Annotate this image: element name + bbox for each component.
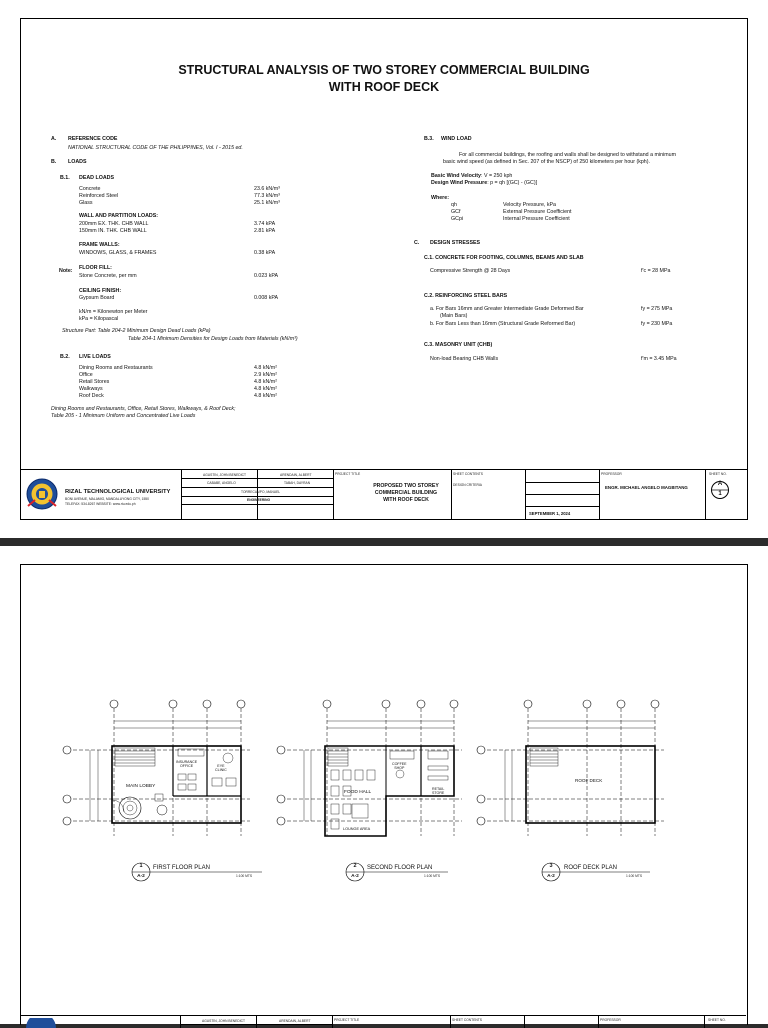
floor-fill-label: Stone Concrete, per mm: [79, 273, 137, 279]
ceiling-finish-heading: CEILING FINISH:: [79, 288, 122, 294]
member-name: CABABE, ANGELO: [207, 481, 236, 485]
live-load-label: Walkways: [79, 386, 103, 392]
section-b1-number: B.1.: [60, 175, 70, 181]
tb-divider: [705, 470, 706, 519]
room-label-retail-store: [432, 787, 444, 795]
compressive-strength-value: f'c = 28 MPa: [641, 268, 671, 274]
section-b-number: B.: [51, 159, 57, 165]
university-name: RIZAL TECHNOLOGICAL UNIVERSITY: [65, 489, 171, 495]
plan-scale: 1:100 MTS: [236, 874, 253, 878]
live-load-reference: Dining Rooms and Restaurants, Office, Retail Stores, Walkways, & Roof Deck;: [51, 406, 236, 412]
document-title: [20, 62, 748, 96]
room-label-lounge-area: LOUNGE AREA: [343, 827, 371, 831]
section-b-title: LOADS: [68, 159, 87, 165]
floor-plans-drawing: [0, 546, 768, 1024]
room-label-food-hall: FOOD HALL: [344, 790, 372, 795]
professor-label: PROFESSOR: [601, 472, 622, 476]
roof-deck-plan: [477, 700, 664, 836]
plan-sheet-ref: A-2: [137, 874, 145, 879]
room-label-line: COFFEE: [392, 762, 407, 766]
reference-code-text: NATIONAL STRUCTURAL CODE OF THE PHILIPPINES, Vol. I - 2015 ed.: [68, 145, 243, 151]
section-c2-title: C.2. REINFORCING STEEL BARS: [424, 293, 508, 299]
masonry-value: f'm = 3.45 MPa: [641, 356, 677, 362]
sheet-number-index: 1: [718, 491, 722, 497]
tb-rule: [181, 487, 333, 488]
design-wind-pressure-formula: : p = qh [(GC) - (GC)]: [487, 180, 538, 186]
steel-bar-a-note: (Main Bars): [440, 313, 468, 319]
dead-load-value: 25.1 kN/m³: [254, 200, 280, 206]
section-b3-number: B.3.: [424, 136, 434, 142]
tb-rule: [525, 494, 599, 495]
second-floor-plan: [277, 700, 462, 836]
document-title-line1: STRUCTURAL ANALYSIS OF TWO STOREY COMMERCIAL BUILDING: [178, 63, 590, 77]
unit-definition: kPa = Kilopascal: [79, 316, 119, 322]
wall-loads-heading: WALL AND PARTITION LOADS:: [79, 213, 159, 219]
live-load-value: 4.8 kN/m²: [254, 379, 277, 385]
ceiling-finish-label: Gypsum Board: [79, 295, 115, 301]
plan-title-roof-deck: ROOF DECK PLAN: [564, 865, 618, 871]
tb-divider: [450, 1016, 451, 1028]
document-title-line2: WITH ROOF DECK: [328, 80, 440, 94]
dead-load-reference: Structure Part: Table 204-2 Minimum Design Dead Loads (kPa): [62, 328, 211, 334]
masonry-label: Non-load Bearing CHB Walls: [430, 356, 499, 362]
section-b2-number: B.2.: [60, 354, 70, 360]
wall-load-label: 150mm IN. THK. CHB WALL: [79, 228, 147, 234]
tb-divider: [333, 470, 334, 519]
symbol-description: Velocity Pressure, kPa: [503, 202, 556, 208]
compressive-strength-label: Compressive Strength @ 28 Days: [430, 268, 511, 274]
sheet-date: SEPTEMBER 1, 2024: [529, 511, 571, 516]
tb-divider: [599, 470, 600, 519]
steel-bar-a-label: a. For Bars 16mm and Greater Intermediate Grade Deformed Bar: [430, 306, 584, 312]
project-title-line: PROPOSED TWO STOREY: [373, 483, 439, 489]
live-load-label: Retail Stores: [79, 379, 110, 385]
section-c-title: DESIGN STRESSES: [430, 240, 481, 246]
university-seal-icon: [24, 1018, 58, 1028]
project-title-label: PROJECT TITLE: [335, 472, 361, 476]
member-name: AGUSTIN, JOHN BENEDICT: [203, 473, 247, 477]
symbol-description: External Pressure Coefficient: [503, 209, 572, 215]
sheet-number-letter: A: [717, 481, 723, 487]
live-load-reference: Table 205 - 1 Minimum Uniform and Concentrated Live Loads: [51, 413, 196, 419]
wind-load-text: For all commercial buildings, the roofing and walls shall be designed to withstand a minimum: [459, 152, 676, 158]
tb-divider: [704, 1016, 705, 1028]
sheet-contents-label: SHEET CONTENTS: [453, 472, 483, 476]
tb-rule: [181, 478, 333, 479]
live-load-label: Roof Deck: [79, 393, 104, 399]
steel-bar-b-value: fy = 230 MPa: [641, 321, 673, 327]
tb-divider: [451, 470, 452, 519]
university-address: BONI AVENUE, MALAMIG, MANDALUYONG CITY, 1550: [65, 497, 149, 501]
section-b2-title: LIVE LOADS: [79, 354, 111, 360]
plan-sheet-ref: A-2: [547, 874, 555, 879]
section-b3-title: WIND LOAD: [441, 136, 472, 142]
ceiling-finish-value: 0.008 kPA: [254, 295, 279, 301]
tb-divider: [332, 1016, 333, 1028]
title-block: [20, 469, 748, 520]
member-name: TABAH, DAYRAN: [284, 481, 311, 485]
symbol: GCf: [451, 209, 461, 215]
section-c-number: C.: [414, 240, 420, 246]
floor-fill-heading: FLOOR FILL:: [79, 265, 112, 271]
live-load-value: 4.8 kN/m²: [254, 365, 277, 371]
drawing-sheet-floor-plans: [0, 546, 768, 1024]
wall-load-value: 3.74 kPA: [254, 221, 276, 227]
floor-fill-value: 0.023 kPA: [254, 273, 279, 279]
plan-scale: 1:100 MTS: [424, 874, 441, 878]
symbol-description: Internal Pressure Coefficient: [503, 216, 570, 222]
section-c3-title: C.3. MASONRY UNIT (CHB): [424, 342, 493, 348]
tb-rule: [181, 504, 333, 505]
section-a-number: A.: [51, 136, 57, 142]
live-load-label: Dining Rooms and Restaurants: [79, 365, 153, 371]
wall-load-label: 200mm EX. THK. CHB WALL: [79, 221, 149, 227]
unit-definition: kN/m = Kilonewton per Meter: [79, 309, 148, 315]
tb-divider: [598, 1016, 599, 1028]
plan-scale: 1:100 MTS: [626, 874, 643, 878]
room-label-insurance-office: [176, 760, 197, 768]
member-name: ARENDAIN, ALBERT: [279, 1019, 311, 1023]
dead-load-value: 23.6 kN/m³: [254, 186, 280, 192]
wind-velocity-label: Basic Wind Velocity: [431, 173, 481, 179]
sheet-number-label: SHEET NO.: [708, 1018, 726, 1022]
room-label-roof-deck: ROOF DECK: [575, 778, 603, 783]
tb-rule: [181, 496, 333, 497]
dead-load-label: Glass: [79, 200, 93, 206]
tb-rule: [180, 1024, 332, 1025]
department: ENGINEERING: [247, 498, 271, 502]
project-title-label: PROJECT TITLE: [334, 1018, 360, 1022]
tb-divider: [180, 1016, 181, 1028]
title-block-partial: [20, 1015, 746, 1028]
member-name: AGUSTIN, JOHN BENEDICT: [202, 1019, 246, 1023]
room-label-line: RETAIL: [432, 787, 445, 791]
room-label-main-lobby: MAIN LOBBY: [126, 784, 156, 789]
room-label-line: INSURANCE: [176, 760, 198, 764]
university-contact: TELEFAX: 534-8267 WEBSITE: www.rtu.edu.ph: [65, 502, 136, 506]
wind-load-text: basic wind speed (as defined in Sec. 207 of the NSCP) of 250 kilometers per hour (kph).: [443, 159, 650, 165]
room-label-line: STORE: [432, 791, 445, 796]
dead-load-reference: Table 204-1 Minimum Densities for Design Loads from Materials (kN/m³): [128, 336, 298, 342]
dead-load-label: Reinforced Steel: [79, 193, 119, 199]
room-label-line: OFFICE: [179, 764, 194, 769]
section-c1-title: C.1. CONCRETE FOR FOOTING, COLUMNS, BEAMS AND SLAB: [424, 255, 584, 261]
professor-label: PROFESSOR: [600, 1018, 621, 1022]
plan-title-first-floor: FIRST FLOOR PLAN: [153, 865, 210, 871]
member-name: TORRECAMPO, MANUEL: [241, 490, 281, 494]
room-label-coffee-shop: [392, 762, 407, 770]
project-title-line: COMMERCIAL BUILDING: [374, 490, 438, 496]
section-b1-title: DEAD LOADS: [79, 175, 115, 181]
dead-load-value: 77.3 kN/m³: [254, 193, 280, 199]
design-wind-pressure-label: Design Wind Pressure: [431, 180, 488, 186]
plan-number: 3: [549, 863, 553, 869]
room-label-line: CLINIC: [215, 768, 227, 773]
live-load-value: 2.9 kN/m²: [254, 372, 277, 378]
tb-divider: [256, 1016, 257, 1028]
symbol: GCpi: [451, 216, 464, 222]
sheet-number-label: SHEET NO.: [709, 472, 727, 476]
plan-number: 2: [353, 863, 357, 869]
wind-velocity-value: : V = 250 kph: [481, 173, 513, 179]
plan-number: 1: [139, 863, 143, 869]
dead-load-label: Concrete: [79, 186, 101, 192]
frame-wall-value: 0.38 kPA: [254, 250, 276, 256]
live-load-label: Office: [79, 372, 93, 378]
tb-rule: [525, 482, 599, 483]
where-label: Where:: [431, 195, 449, 201]
room-label-eye-clinic: [215, 764, 227, 772]
room-label-line: EYE: [217, 764, 225, 768]
live-load-value: 4.8 kN/m²: [254, 393, 277, 399]
steel-bar-a-value: fy = 275 MPa: [641, 306, 673, 312]
steel-bar-b-label: b. For Bars Less than 16mm (Structural Grade Reformed Bar): [430, 321, 576, 327]
project-title-line: WITH ROOF DECK: [383, 497, 429, 503]
university-seal-icon: [25, 476, 59, 512]
wall-load-value: 2.81 kPA: [254, 228, 276, 234]
professor-name: ENGR. MICHAEL ANGELO MAGBITANG: [605, 485, 688, 490]
room-label-line: SHOP: [394, 766, 405, 771]
frame-walls-heading: FRAME WALLS:: [79, 242, 120, 248]
sheet-contents: DESIGN CRITERIA: [453, 483, 482, 487]
live-load-value: 4.8 kN/m²: [254, 386, 277, 392]
sheet-contents-label: SHEET CONTENTS: [452, 1018, 482, 1022]
member-name: ARENDAIN, ALBERT: [280, 473, 312, 477]
note-label: Note:: [59, 268, 73, 274]
symbol: qh: [451, 202, 457, 208]
frame-wall-label: WINDOWS, GLASS, & FRAMES: [79, 250, 157, 256]
section-a-title: REFERENCE CODE: [68, 136, 118, 142]
plan-sheet-ref: A-2: [351, 874, 359, 879]
tb-divider: [524, 1016, 525, 1028]
plan-title-second-floor: SECOND FLOOR PLAN: [367, 865, 433, 871]
tb-rule: [525, 506, 599, 507]
